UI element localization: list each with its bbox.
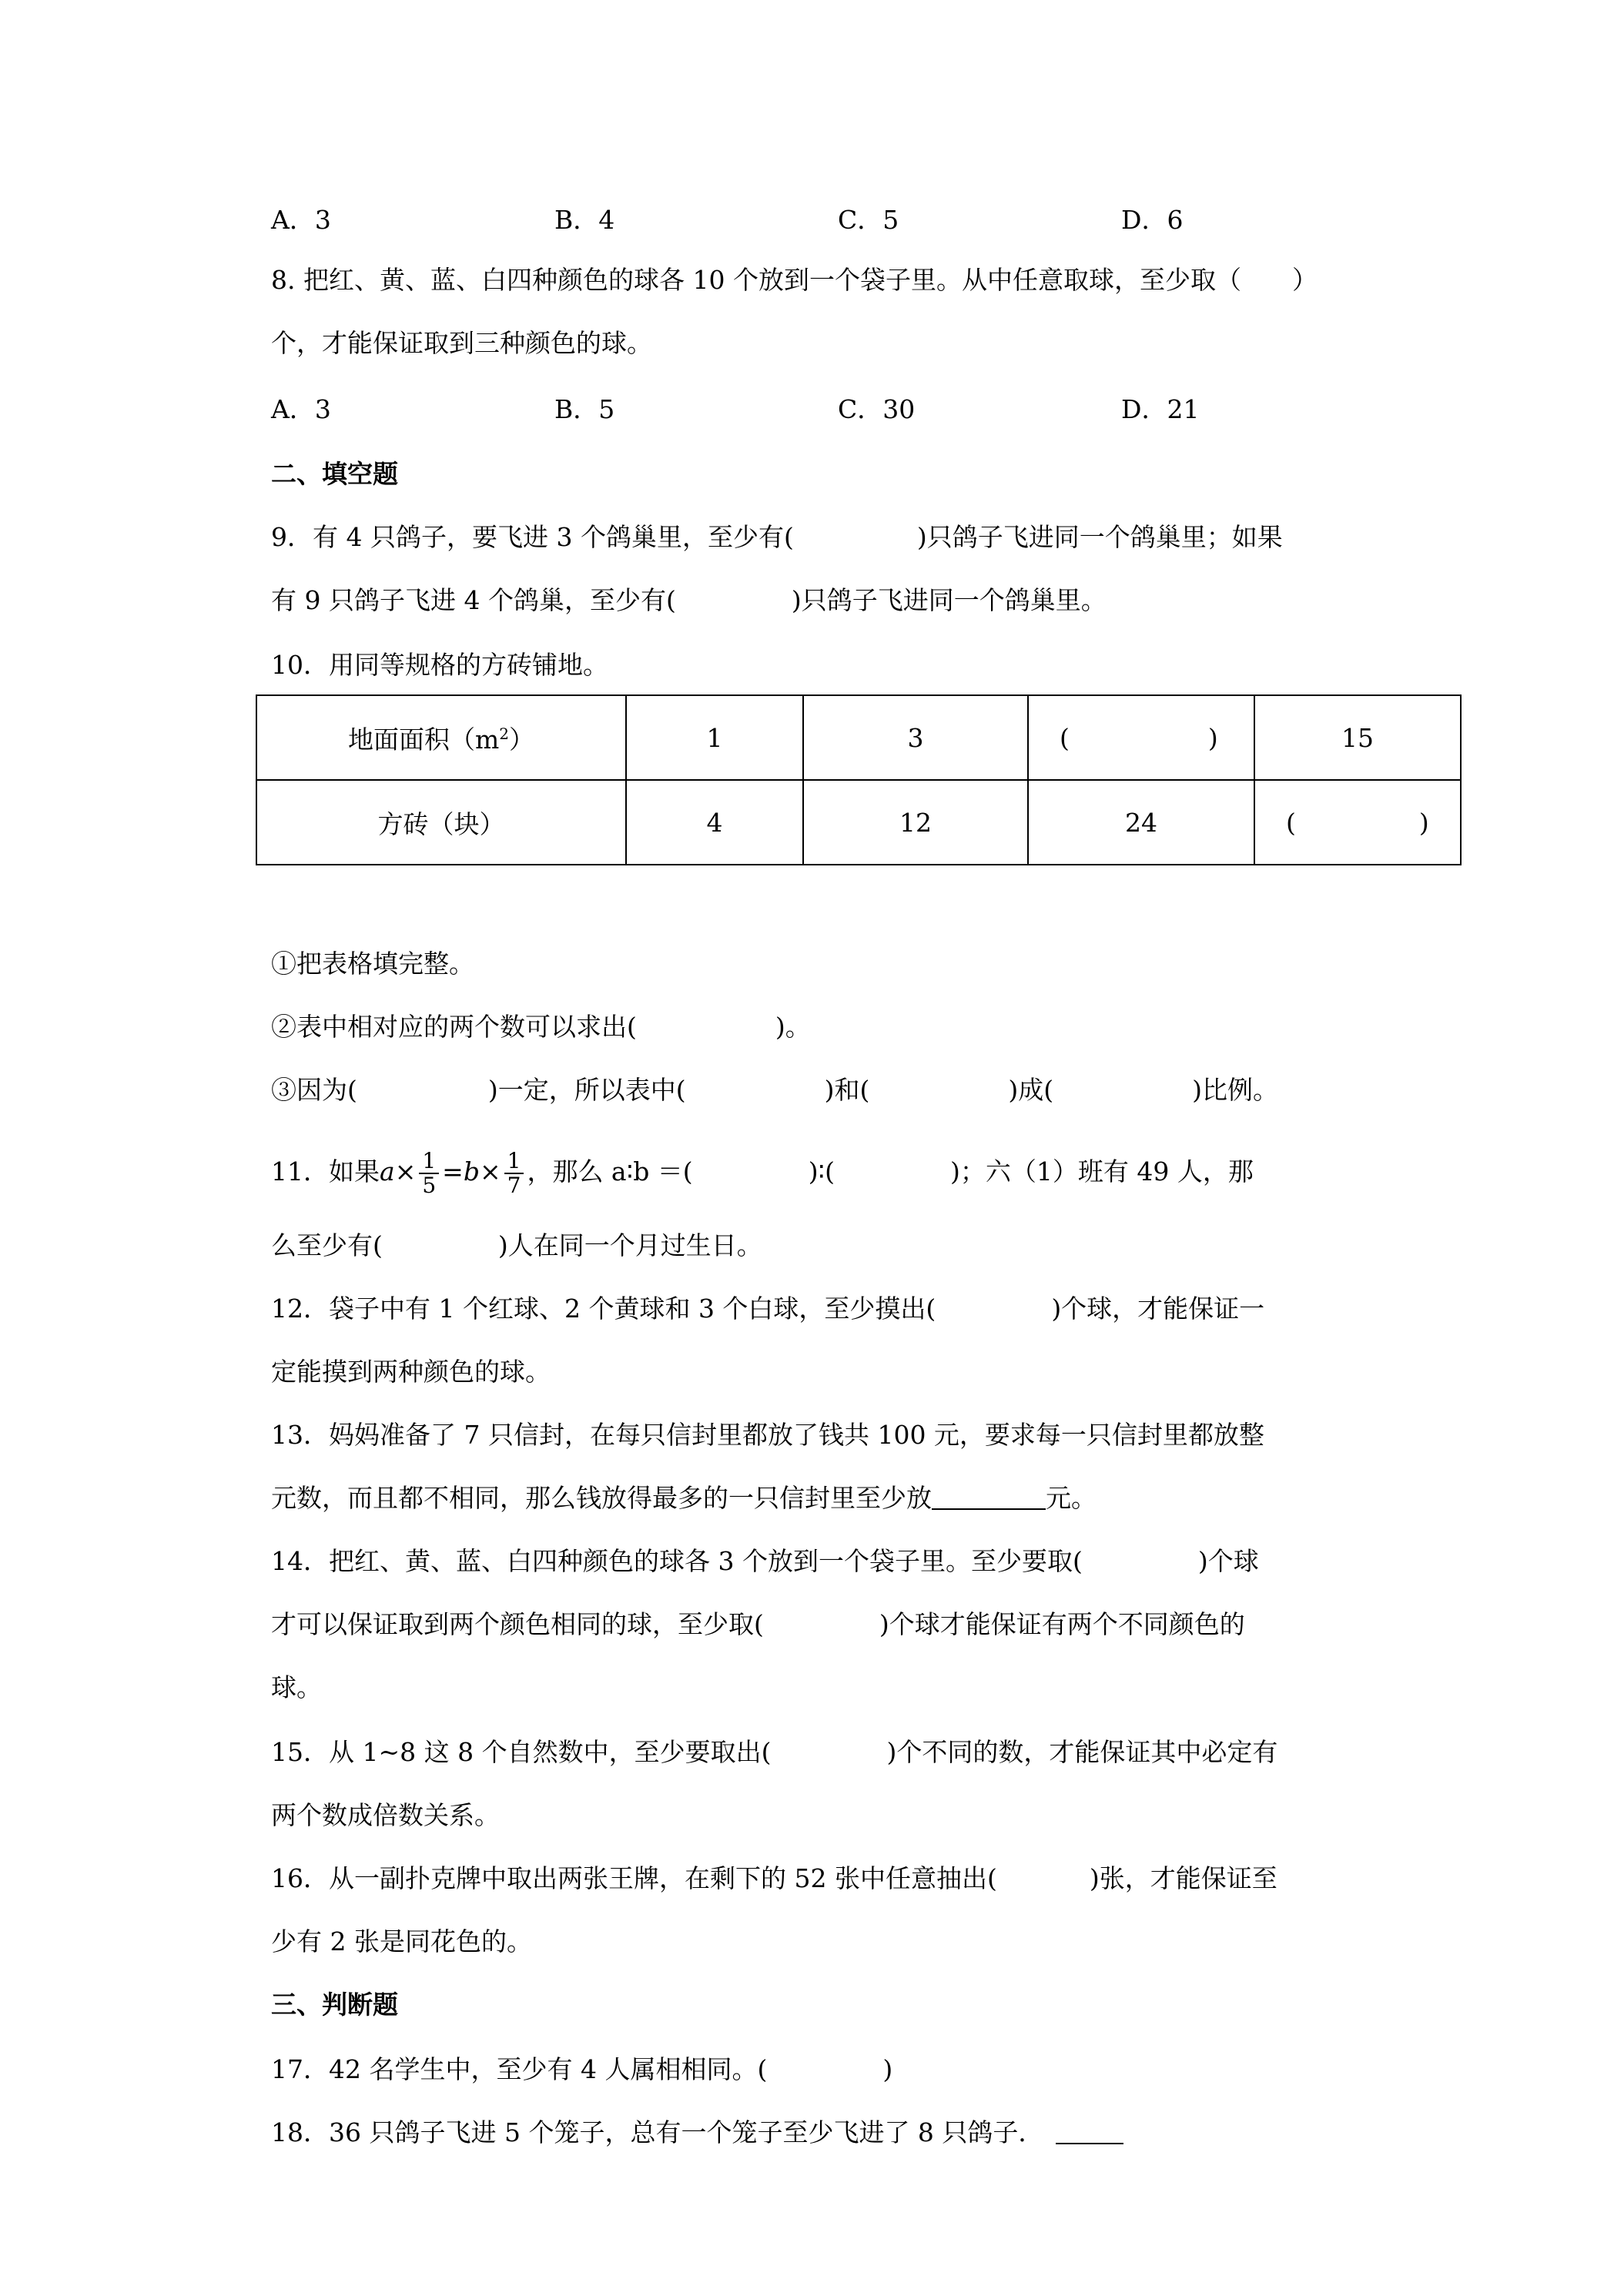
q16-line2: 少有 2 张是同花色的。: [271, 1926, 532, 1956]
row2-label: 方砖（块）: [256, 780, 626, 865]
q11-line2: [271, 1229, 762, 1263]
q16-line1: [271, 1862, 1277, 1896]
q7-option-b: B．4: [554, 205, 615, 235]
var-b: b: [463, 1156, 480, 1186]
q8-option-d: D．21: [1121, 394, 1200, 424]
q9-text-2a: 有 9 只鸽子飞进 4 个鸽巢，至少有(: [271, 585, 676, 615]
table-cell: 1: [626, 695, 803, 780]
q10-sub3-text: )成(: [1008, 1075, 1054, 1105]
q10-table: [256, 694, 1462, 865]
times-sign: ×: [479, 1156, 501, 1186]
q7-option-d: D．6: [1121, 205, 1184, 235]
q10-sub3: [271, 1073, 1278, 1107]
q11-text: 么至少有(: [271, 1230, 383, 1260]
q13-blank[interactable]: [932, 1485, 1046, 1510]
q11-text: )；六（1）班有 49 人，那: [950, 1156, 1254, 1186]
q12-line2: 定能摸到两种颜色的球。: [271, 1357, 551, 1387]
q11-text: ，那么 a∶b ＝(: [527, 1156, 693, 1186]
q17-text: 17．42 名学生中，至少有 4 人属相相同。(: [271, 2054, 768, 2084]
q10-sub3-text: )比例。: [1192, 1075, 1278, 1105]
q16-text: )张，才能保证至: [1089, 1863, 1277, 1893]
q8-line1: 8. 把红、黄、蓝、白四种颜色的球各 10 个放到一个袋子里。从中任意取球，至少取（ ）: [271, 265, 1318, 295]
q8-line2: 个，才能保证取到三种颜色的球。: [271, 328, 652, 358]
q7-option-a: A．3: [271, 205, 331, 235]
q14-text: )个球才能保证有两个不同颜色的: [879, 1609, 1245, 1639]
q15-text: )个不同的数，才能保证其中必定有: [886, 1737, 1278, 1767]
q12-line1: [271, 1292, 1264, 1326]
q18-line: [271, 2116, 1123, 2150]
q15-line2: 两个数成倍数关系。: [271, 1800, 500, 1830]
q10-sub2: [271, 1010, 811, 1044]
q18-blank[interactable]: [1056, 2120, 1123, 2144]
q15-line1: [271, 1735, 1277, 1769]
q14-text: 14．把红、黄、蓝、白四种颜色的球各 3 个放到一个袋子里。至少要取(: [271, 1546, 1083, 1576]
q13-text: 元数，而且都不相同，那么钱放得最多的一只信封里至少放: [271, 1483, 932, 1513]
q10-intro: 10．用同等规格的方砖铺地。: [271, 650, 608, 680]
table-row: [256, 695, 1461, 780]
fraction-one-fifth: $\frac{1}{5}$: [419, 1150, 439, 1197]
q14-text: )个球: [1197, 1546, 1259, 1576]
table-cell: 15: [1254, 695, 1461, 780]
q14-line3: 球。: [271, 1672, 322, 1702]
q13-line1: 13．妈妈准备了 7 只信封，在每只信封里都放了钱共 100 元，要求每一只信封里都放整: [271, 1420, 1264, 1450]
table-cell: 4: [626, 780, 803, 865]
q9-text-1b: )只鸽子飞进同一个鸽巢里；如果: [916, 522, 1283, 552]
table-cell-blank[interactable]: ( ): [1028, 695, 1254, 780]
q9-line2: [271, 584, 1107, 618]
table-cell: 24: [1028, 780, 1254, 865]
q12-text: )个球，才能保证一: [1051, 1294, 1265, 1324]
table-cell-blank[interactable]: ( ): [1254, 780, 1461, 865]
row1-label: 地面面积$(m^2)$: [256, 695, 626, 780]
q9-text-2b: )只鸽子飞进同一个鸽巢里。: [791, 585, 1107, 615]
q13-text: 元。: [1046, 1483, 1097, 1513]
section-2-title: 二、填空题: [271, 459, 398, 489]
table-cell: 3: [803, 695, 1028, 780]
q8-option-b: B．5: [554, 394, 615, 424]
q10-sub3-text: )和(: [824, 1075, 870, 1105]
equals-sign: =: [442, 1156, 464, 1186]
q11-text: 11．如果: [271, 1156, 380, 1186]
q15-text: 15．从 1~8 这 8 个自然数中，至少要取出(: [271, 1737, 772, 1767]
table-row: [256, 780, 1461, 865]
q8-option-c: C．30: [838, 394, 916, 424]
q18-text: 18．36 只鸽子飞进 5 个笼子，总有一个笼子至少飞进了 8 只鸽子．: [271, 2117, 1044, 2147]
q17-line: [271, 2053, 892, 2087]
q14-line1: [271, 1545, 1259, 1578]
q17-text: ): [882, 2054, 893, 2084]
q8-option-a: A．3: [271, 394, 331, 424]
table-cell: 12: [803, 780, 1028, 865]
section-3-title: 三、判断题: [271, 1990, 398, 2020]
q10-sub1: ①把表格填完整。: [271, 949, 474, 979]
q13-line2: [271, 1481, 1097, 1515]
q9-line1: [271, 520, 1283, 554]
q12-text: 12．袋子中有 1 个红球、2 个黄球和 3 个白球，至少摸出(: [271, 1294, 936, 1324]
q10-sub3-text: ③因为(: [271, 1075, 357, 1105]
q14-text: 才可以保证取到两个颜色相同的球，至少取(: [271, 1609, 764, 1639]
var-a: a: [380, 1156, 395, 1186]
q7-option-c: C．5: [838, 205, 899, 235]
fraction-one-seventh: $\frac{1}{7}$: [504, 1150, 524, 1197]
q14-line2: [271, 1608, 1245, 1642]
q10-sub2-text: ②表中相对应的两个数可以求出(: [271, 1012, 637, 1042]
q10-sub3-text: )一定，所以表中(: [487, 1075, 686, 1105]
q16-text: 16．从一副扑克牌中取出两张王牌，在剩下的 52 张中任意抽出(: [271, 1863, 997, 1893]
q9-text-1a: 9．有 4 只鸽子，要飞进 3 个鸽巢里，至少有(: [271, 522, 794, 552]
q11-line1: [271, 1149, 1254, 1197]
q11-text: )人在同一个月过生日。: [497, 1230, 762, 1260]
q11-text: )∶(: [808, 1156, 835, 1186]
q10-sub2-end: )。: [775, 1012, 811, 1042]
times-sign: ×: [394, 1156, 417, 1186]
